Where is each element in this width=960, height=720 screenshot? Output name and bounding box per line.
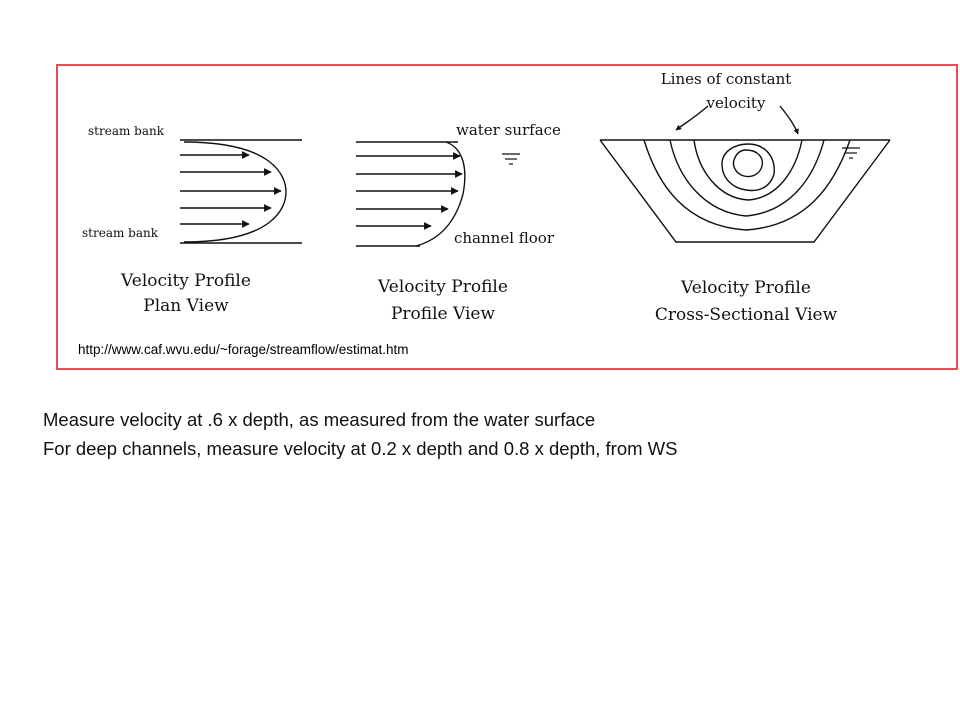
channel-trapezoid xyxy=(600,140,890,242)
profile-view-title-2: Profile View xyxy=(390,304,496,324)
caption-line-1: Measure velocity at .6 x depth, as measured from the water surface xyxy=(43,409,596,430)
cross-section-diagram xyxy=(600,106,890,242)
annotation-arrow-right xyxy=(780,106,798,134)
profile-water-surface-label: water surface xyxy=(456,121,561,139)
plan-view-title-2: Plan View xyxy=(143,296,229,316)
velocity-profile-figure xyxy=(56,64,958,370)
isovel-3 xyxy=(694,140,802,200)
plan-top-bank-label: stream bank xyxy=(88,124,165,138)
profile-view-title-1: Velocity Profile xyxy=(378,277,508,297)
source-url: http://www.caf.wvu.edu/~forage/streamflow/estimat.htm xyxy=(78,342,409,357)
cross-section-title-2: Cross-Sectional View xyxy=(654,305,838,325)
profile-channel-floor-label: channel floor xyxy=(454,229,555,247)
plan-bottom-bank-label: stream bank xyxy=(82,226,159,240)
annotation-label-2: velocity xyxy=(706,94,766,112)
plan-velocity-curve xyxy=(184,142,286,242)
isovel-4 xyxy=(722,144,774,190)
plan-view-title-1: Velocity Profile xyxy=(121,271,251,291)
cross-section-title-1: Velocity Profile xyxy=(681,278,811,298)
plan-view-diagram xyxy=(180,140,302,243)
caption-line-2: For deep channels, measure velocity at 0.2 x depth and 0.8 x depth, from WS xyxy=(43,438,678,459)
plan-velocity-arrows xyxy=(180,155,281,224)
isovel-5 xyxy=(733,150,762,177)
profile-water-surface-symbol xyxy=(502,154,520,164)
annotation-label-1: Lines of constant xyxy=(660,70,792,88)
profile-velocity-arrows xyxy=(356,156,462,226)
isovel-2 xyxy=(670,140,824,216)
annotation-arrow-left xyxy=(676,106,708,130)
velocity-diagram xyxy=(58,66,960,372)
